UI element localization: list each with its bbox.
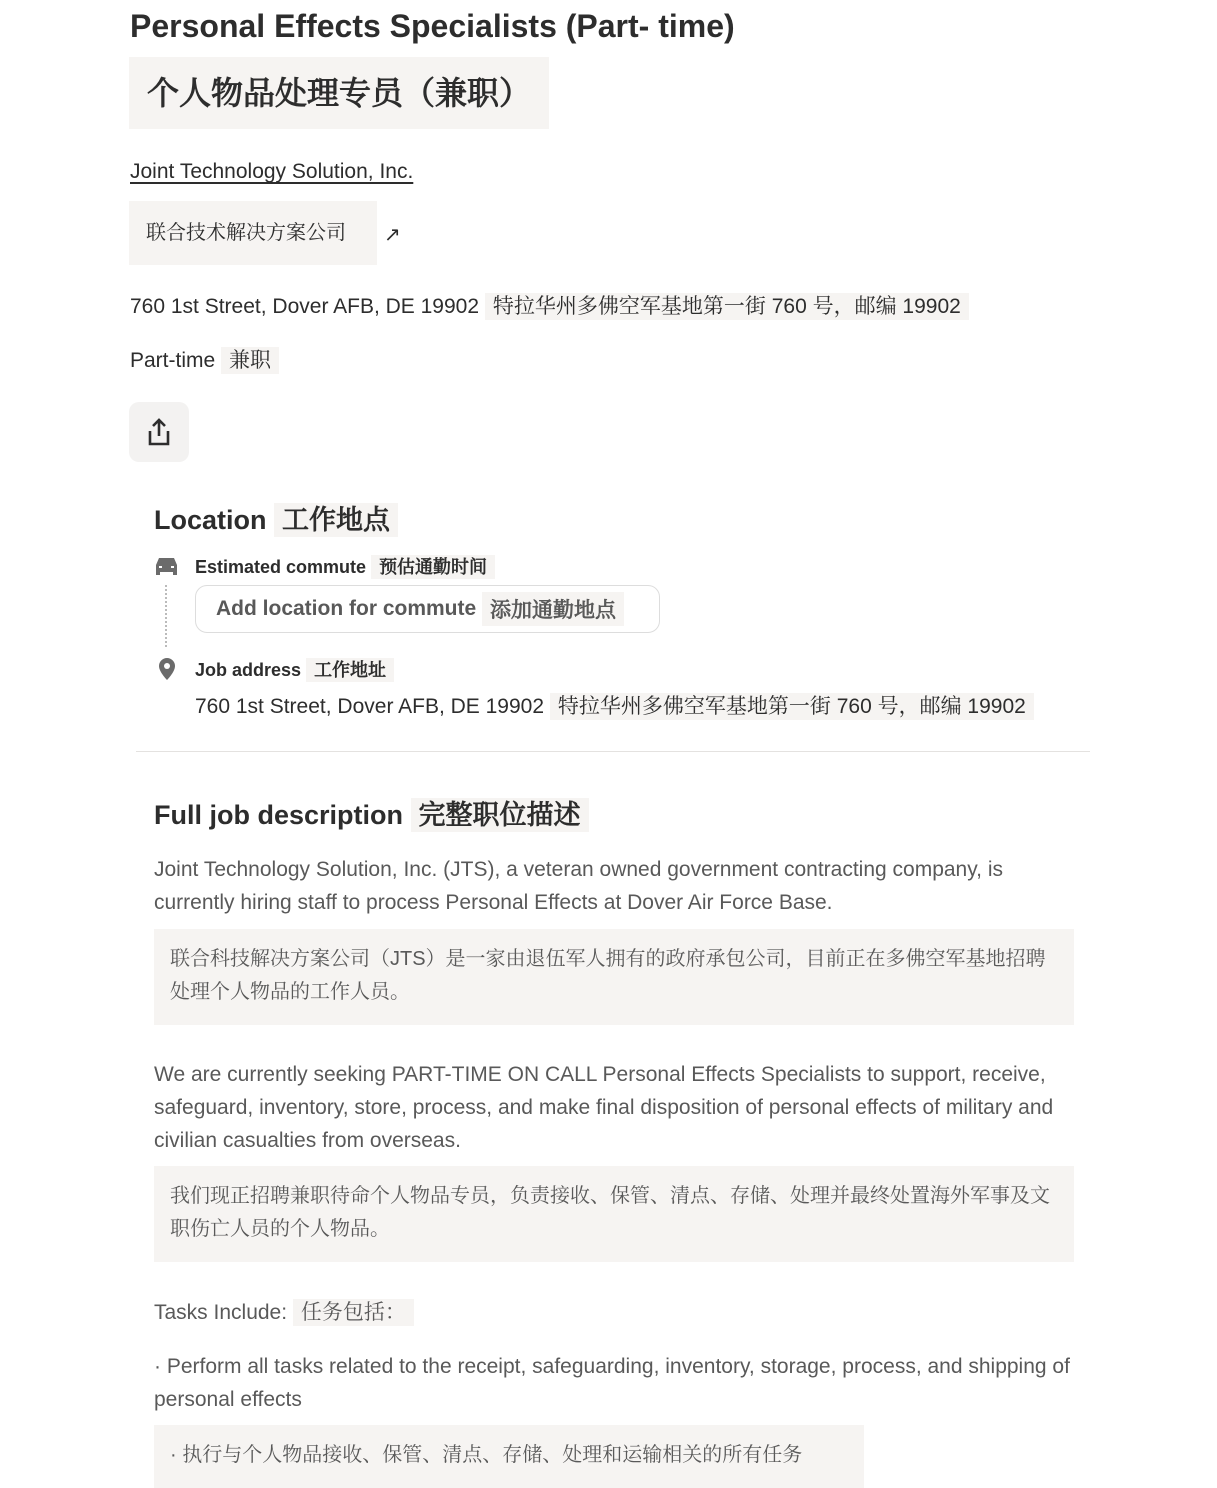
- tasks-translation: 任务包括：: [293, 1299, 414, 1326]
- commute-translation: 预估通勤时间: [371, 555, 495, 579]
- job-type-translation: 兼职: [221, 347, 279, 374]
- job-location: [130, 290, 969, 320]
- description-translation: 联合科技解决方案公司（JTS）是一家由退伍军人拥有的政府承包公司，目前正在多佛空军基地招聘处理个人物品的工作人员。: [154, 929, 1074, 1025]
- job-type-text: Part-time: [130, 349, 216, 372]
- description-paragraph: We are currently seeking PART-TIME ON CALL Personal Effects Specialists to support, receive, safeguard, inventory, store, process, and make final disposition of personal effects of military and civilian casualties from overseas.: [154, 1063, 1054, 1152]
- job-type: [130, 344, 279, 374]
- add-commute-translation: 添加通勤地点: [482, 592, 624, 626]
- tasks-text: Tasks Include:: [154, 1301, 288, 1324]
- add-commute-text: Add location for commute: [216, 597, 477, 620]
- timeline-divider: [165, 585, 167, 647]
- address-translation: 特拉华州多佛空军基地第一街 760 号，邮编 19902: [485, 293, 969, 320]
- estimated-commute-label: [195, 553, 495, 579]
- location-pin-icon: [157, 657, 177, 681]
- address-text: 760 1st Street, Dover AFB, DE 19902: [130, 295, 480, 318]
- add-commute-location-button[interactable]: [195, 585, 660, 633]
- company-link[interactable]: Joint Technology Solution, Inc.: [130, 160, 414, 183]
- job-address-value: [195, 690, 1034, 720]
- job-address-text: Job address: [195, 660, 302, 680]
- description-paragraph: Joint Technology Solution, Inc. (JTS), a veteran owned government contracting company, is currently hiring staff to process Personal Effects at Dover Air Force Base.: [154, 858, 1004, 914]
- job-address-translation: 工作地址: [306, 658, 394, 682]
- external-link-icon[interactable]: ↗: [384, 224, 401, 246]
- job-address-label: [195, 656, 394, 682]
- location-heading-translation: 工作地点: [274, 503, 398, 537]
- section-divider: [136, 751, 1090, 752]
- description-translation: 我们现正招聘兼职待命个人物品专员，负责接收、保管、清点、存储、处理并最终处置海外军事及文职伤亡人员的个人物品。: [154, 1166, 1074, 1262]
- task-item-translation: · 执行与个人物品接收、保管、清点、存储、处理和运输相关的所有任务: [154, 1425, 864, 1488]
- description-heading-text: Full job description: [154, 800, 403, 830]
- job-title: Personal Effects Specialists (Part- time): [130, 8, 735, 44]
- task-item: · Perform all tasks related to the receipt, safeguarding, inventory, storage, process, and shipping of personal effects: [154, 1355, 1070, 1411]
- share-icon: [146, 417, 172, 447]
- car-icon: [155, 556, 178, 576]
- commute-text: Estimated commute: [195, 557, 367, 577]
- job-address-value-translation: 特拉华州多佛空军基地第一街 760 号，邮编 19902: [550, 693, 1034, 720]
- description-heading-translation: 完整职位描述: [411, 798, 589, 832]
- job-title-translation: 个人物品处理专员（兼职）: [129, 57, 549, 129]
- share-button[interactable]: [129, 402, 189, 462]
- location-heading: [154, 498, 398, 537]
- location-heading-text: Location: [154, 505, 267, 535]
- job-address-value-text: 760 1st Street, Dover AFB, DE 19902: [195, 695, 545, 718]
- company-translation: 联合技术解决方案公司: [129, 201, 377, 265]
- description-heading: [154, 793, 589, 832]
- tasks-heading: [154, 1296, 1074, 1329]
